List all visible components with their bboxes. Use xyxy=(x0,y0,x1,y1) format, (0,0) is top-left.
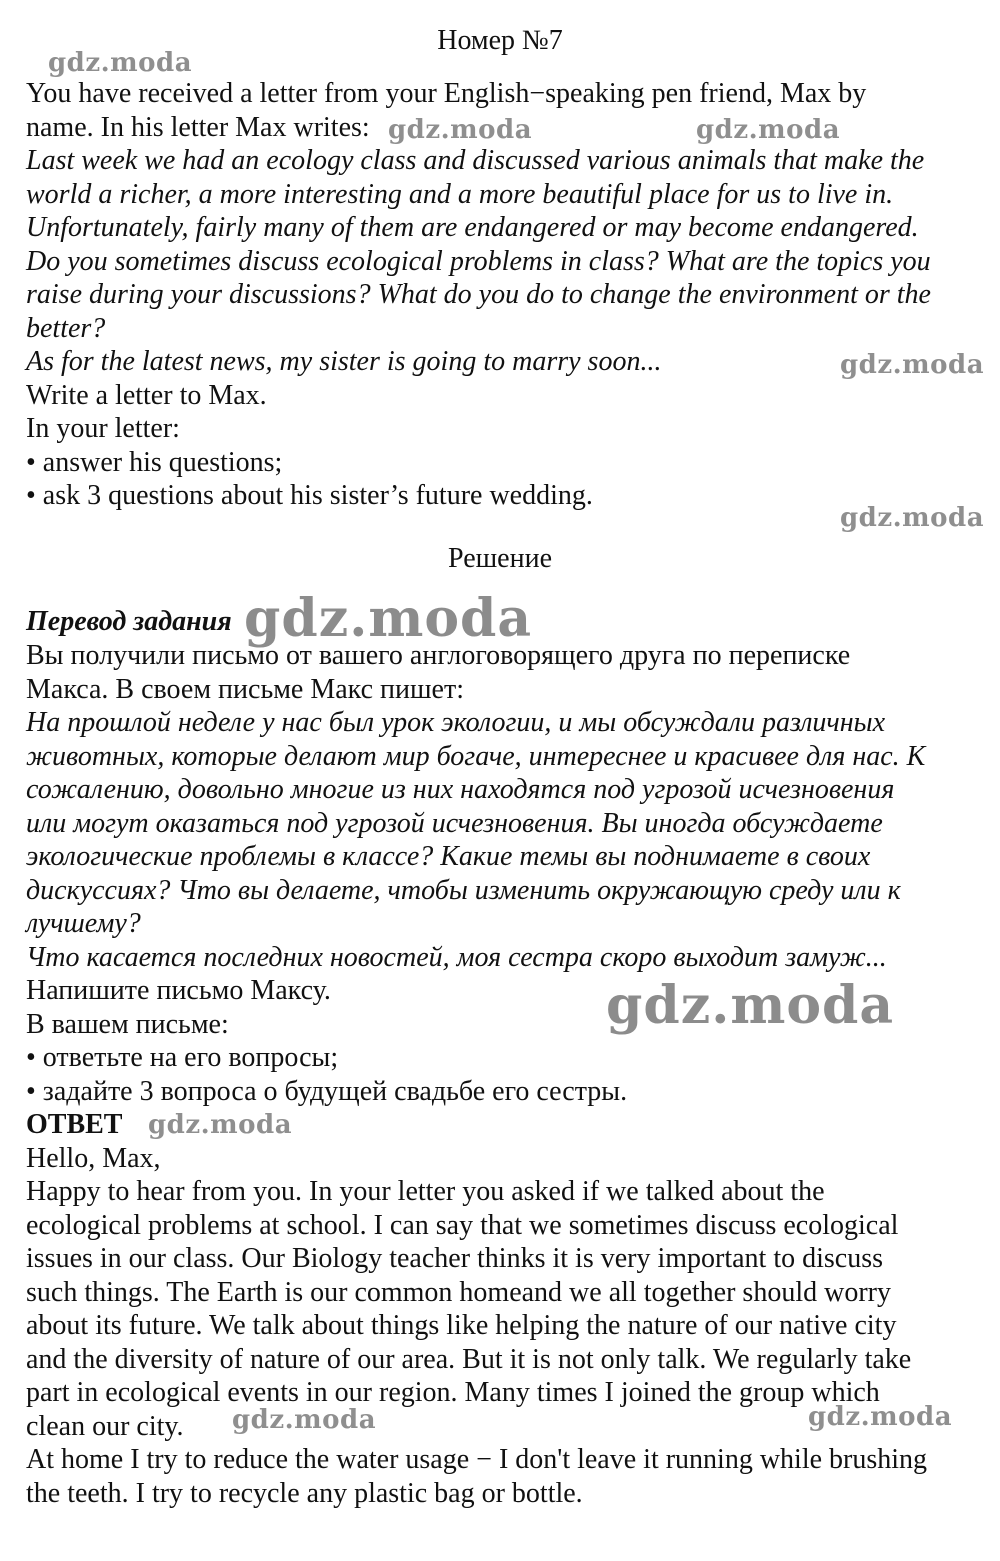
answer-line: At home I try to reduce the water usage − I don't leave it running while brushing xyxy=(26,1444,928,1475)
translation-instruction-line: В вашем письме: xyxy=(26,1008,229,1040)
task-letter-line: Last week we had an ecology class and discussed various animals that make the xyxy=(26,145,925,176)
watermark: gdz.moda xyxy=(148,1110,293,1140)
watermark: gdz.moda xyxy=(840,350,985,380)
answer-line: Hello, Max, xyxy=(26,1142,161,1174)
task-instruction-line: In your letter: xyxy=(26,413,180,444)
watermark: gdz.moda xyxy=(388,115,533,145)
task-letter-line: Do you sometimes discuss ecological problems in class? What are the topics you xyxy=(26,245,931,277)
watermark: gdz.moda xyxy=(48,48,193,78)
watermark: gdz.moda xyxy=(696,115,841,145)
translation-heading: Перевод задания xyxy=(26,606,232,637)
translation-letter-line: или могут оказаться под угрозой исчезновения. Вы иногда обсуждаете xyxy=(26,807,883,839)
task-letter-line: better? xyxy=(26,312,106,344)
answer-line: clean our city. xyxy=(26,1410,184,1442)
task-letter-line: As for the latest news, my sister is going to marry soon... xyxy=(26,346,662,377)
task-intro-line: name. In his letter Max writes: xyxy=(26,111,370,143)
translation-letter-line: сожалению, довольно многие из них находятся под угрозой исчезновения xyxy=(26,774,895,805)
task-letter-line: Unfortunately, fairly many of them are endangered or may become endangered. xyxy=(26,212,919,243)
watermark: gdz.moda xyxy=(840,503,985,533)
solution-heading: Решение xyxy=(447,543,552,574)
watermark: gdz.moda xyxy=(808,1402,953,1432)
translation-letter-line: На прошлой неделе у нас был урок экологии, и мы обсуждали различных xyxy=(26,707,886,738)
answer-heading: ОТВЕТ xyxy=(26,1109,123,1140)
translation-bullet: • ответьте на его вопросы; xyxy=(26,1042,339,1073)
translation-intro-line: Вы получили письмо от вашего англоговорящего друга по переписке xyxy=(26,640,851,671)
watermark: gdz.moda xyxy=(244,588,533,649)
translation-letter-line: лучшему? xyxy=(26,908,141,939)
translation-letter-line: дискуссиях? Что вы делаете, чтобы изменить окружающую среду или к xyxy=(26,874,901,906)
translation-bullet: • задайте 3 вопроса о будущей свадьбе его сестры. xyxy=(26,1075,628,1107)
task-letter-line: raise during your discussions? What do you do to change the environment or the xyxy=(26,279,931,310)
watermark: gdz.moda xyxy=(606,975,895,1036)
answer-line: and the diversity of nature of our area. But it is not only talk. We regularly take xyxy=(26,1343,912,1375)
task-bullet: • ask 3 questions about his sister’s future wedding. xyxy=(26,480,593,511)
translation-letter-line: Что касается последних новостей, моя сестра скоро выходит замуж... xyxy=(26,941,887,973)
task-intro-line: You have received a letter from your English−speaking pen friend, Max by xyxy=(26,78,867,109)
answer-line: part in ecological events in our region. Many times I joined the group which xyxy=(26,1377,880,1408)
answer-line: Happy to hear from you. In your letter you asked if we talked about the xyxy=(26,1176,825,1207)
watermark: gdz.moda xyxy=(232,1405,377,1435)
task-letter-line: world a richer, a more interesting and a more beautiful place for us to live in. xyxy=(26,178,894,210)
answer-line: ecological problems at school. I can say that we sometimes discuss ecological xyxy=(26,1209,899,1241)
answer-line: about its future. We talk about things like helping the nature of our native city xyxy=(26,1310,897,1341)
task-bullet: • answer his questions; xyxy=(26,446,283,478)
translation-intro-line: Макса. В своем письме Макс пишет: xyxy=(26,673,464,705)
answer-line: issues in our class. Our Biology teacher thinks it is very important to discuss xyxy=(26,1243,884,1274)
page-title: Номер №7 xyxy=(437,25,563,56)
translation-instruction-line: Напишите письмо Максу. xyxy=(26,975,331,1006)
task-instruction-line: Write a letter to Max. xyxy=(26,379,267,411)
answer-line: the teeth. I try to recycle any plastic bag or bottle. xyxy=(26,1477,583,1509)
translation-letter-line: экологические проблемы в классе? Какие темы вы поднимаете в своих xyxy=(26,841,871,872)
translation-letter-line: животных, которые делают мир богаче, интереснее и красивее для нас. К xyxy=(26,740,926,772)
answer-line: such things. The Earth is our common homeand we all together should worry xyxy=(26,1276,891,1308)
